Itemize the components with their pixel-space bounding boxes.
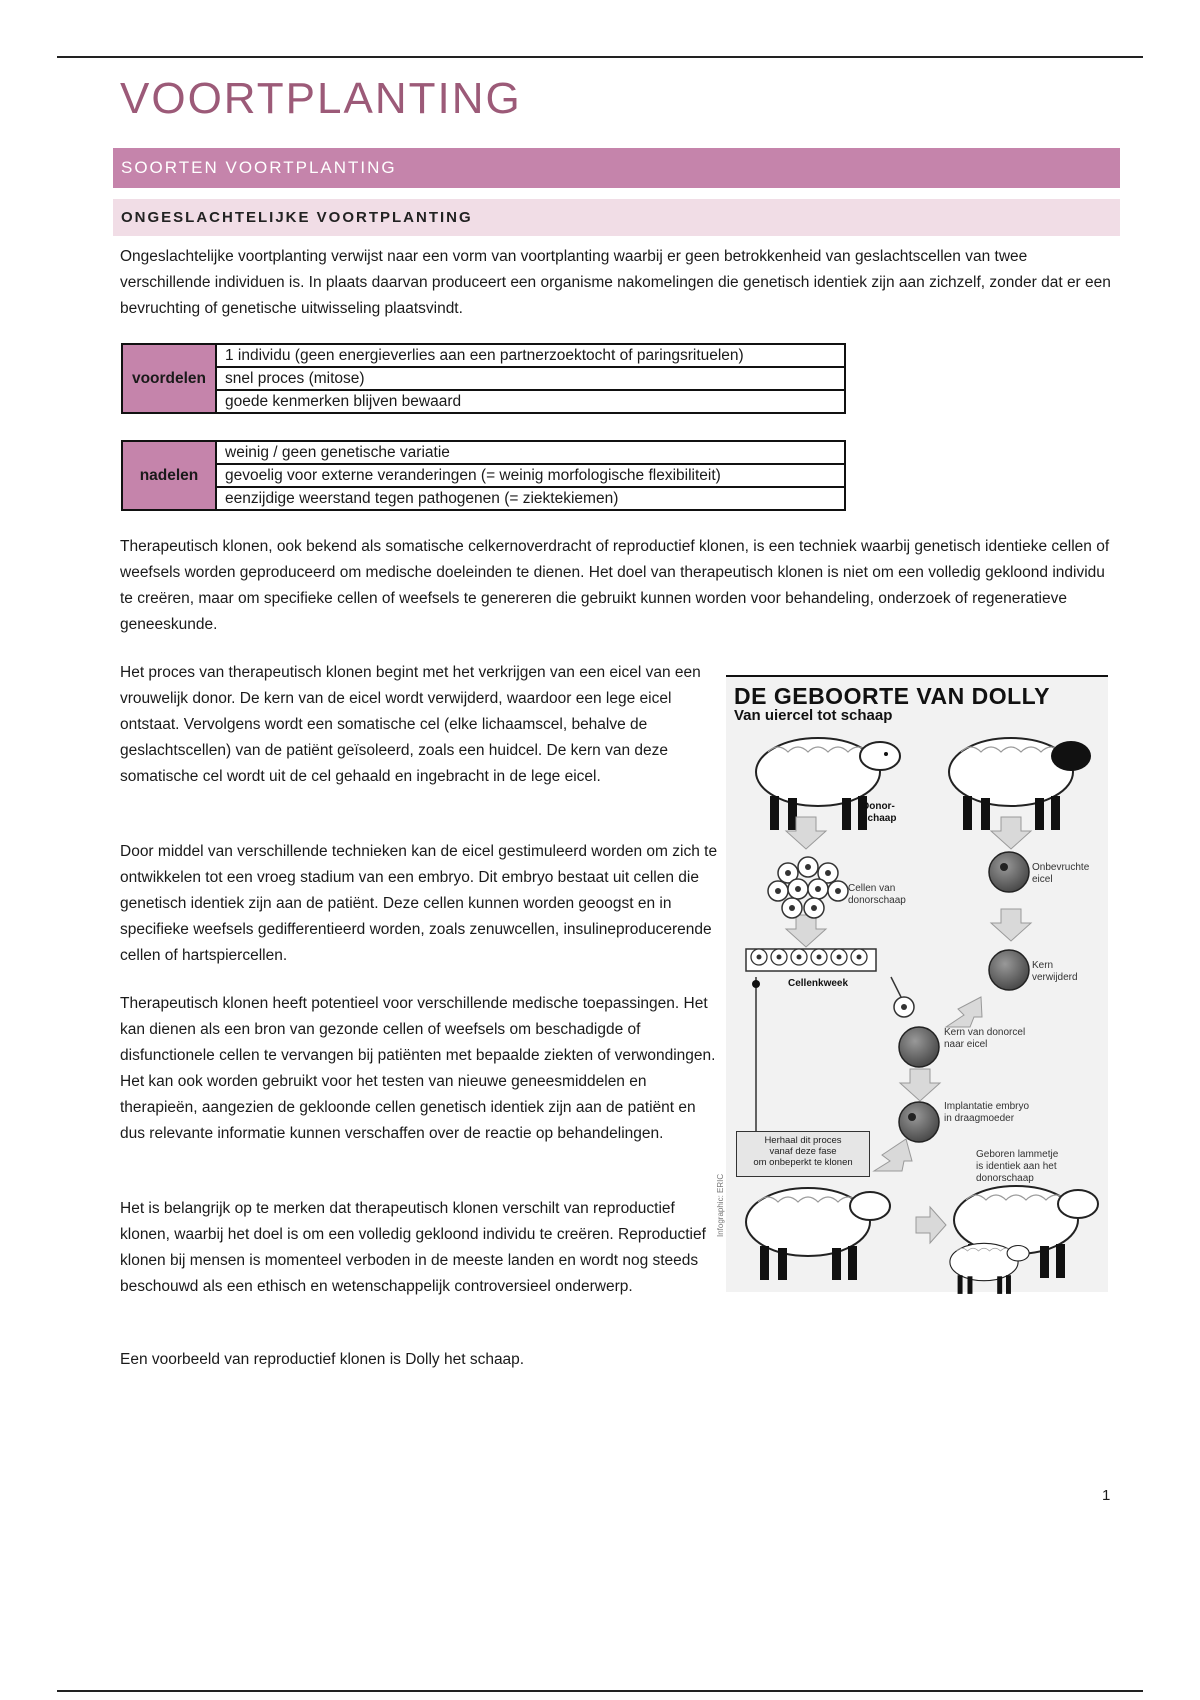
- disadvantages-table: [121, 440, 846, 511]
- advantages-label: voordelen: [122, 344, 216, 413]
- arrow-left-icon: [874, 1139, 912, 1171]
- arrow-down-icon: [786, 915, 826, 947]
- disadvantages-label: nadelen: [122, 441, 216, 510]
- disadvantage-item: weinig / geen genetische variatie: [216, 441, 845, 464]
- paragraph: Het proces van therapeutisch klonen begint met het verkrijgen van een eicel van een vrouwelijk donor. De kern van de eicel wordt verwijderd, waardoor een lege eicel ontstaat. Vervolgens wordt een somatische cel (elke lichaamscel, behalve de geslachtscellen) van de patiënt geïsoleerd, zoals een huidcel. De kern van deze somatische cel wordt uit de cel gehaald en ingebracht in de lege eicel.: [120, 664, 701, 785]
- bottom-rule: [57, 1690, 1143, 1692]
- label-donor-cells: Cellen van donorschaap: [848, 883, 906, 906]
- label-lamb-born: Geboren lammetje is identiek aan het donorschaap: [976, 1149, 1059, 1184]
- repeat-process-box: Herhaal dit proces vanaf deze fase om onbeperkt te klonen: [736, 1131, 870, 1177]
- paragraph: Een voorbeeld van reproductief klonen is Dolly het schaap.: [120, 1351, 525, 1368]
- disadvantage-item: gevoelig voor externe veranderingen (= weinig morfologische flexibiliteit): [216, 464, 845, 487]
- paragraph: Therapeutisch klonen heeft potentieel voor verschillende medische toepassingen. Het kan dienen als een bron van gezonde cellen of weefsels om beschadigde of disfunctionele cellen te vervangen bij patiënten met bepaalde ziekten of verwondingen. Het kan ook worden gebruikt voor het testen van nieuwe geneesmiddelen en therapieën, aangezien de gekloonde cellen genetisch identiek zijn aan de patiënt en dus relevante informatie kunnen verschaffen over de reactie op behandelingen.: [120, 995, 716, 1142]
- page-number: 1: [1102, 1487, 1111, 1504]
- enucleated-egg-icon: [989, 950, 1029, 990]
- advantage-item: goede kenmerken blijven bewaard: [216, 390, 845, 413]
- arrow-down-icon: [991, 817, 1031, 849]
- fused-egg-icon: [899, 1027, 939, 1067]
- disadvantage-item: eenzijdige weerstand tegen pathogenen (= ziektekiemen): [216, 487, 845, 510]
- top-rule: [57, 56, 1143, 58]
- lamb-icon: [950, 1243, 1029, 1294]
- infographic-title: DE GEBOORTE VAN DOLLY: [734, 683, 1050, 709]
- infographic-subtitle: Van uiercel tot schaap: [734, 707, 893, 724]
- label-implantation: Implantatie embryo in draagmoeder: [944, 1101, 1030, 1124]
- unfertilized-egg-icon: [989, 852, 1029, 892]
- advantages-table: [121, 343, 846, 414]
- table-row: [122, 464, 845, 487]
- paragraph: Het is belangrijk op te merken dat therapeutisch klonen verschilt van reproductief klonen, waarbij het doel is om een volledig gekloond individu te creëren. Reproductief klonen bij mensen is momenteel verboden in de meeste landen en wordt nog steeds beschouwd als een ethisch en wetenschappelijk controversieel onderwerp.: [120, 1200, 706, 1295]
- arrow-down-icon: [900, 1069, 940, 1101]
- table-row: [122, 390, 845, 413]
- surrogate-sheep-icon: [746, 1188, 890, 1280]
- advantage-item: 1 individu (geen energieverlies aan een partnerzoektocht of paringsrituelen): [216, 344, 845, 367]
- paragraph: Therapeutisch klonen, ook bekend als somatische celkernoverdracht of reproductief klonen, is een techniek waarbij genetisch identieke cellen of weefsels worden geproduceerd om medische doeleinden te dienen. Het doel van therapeutisch klonen is niet om een volledig gekloond individu te creëren, maar om specifieke cellen of weefsels te genereren die gebruikt kunnen worden voor behandeling, onderzoek of regeneratieve geneeskunde.: [120, 538, 1110, 633]
- table-row: [122, 367, 845, 390]
- arrow-right-icon: [916, 1207, 946, 1243]
- label-nucleus-removed: Kern verwijderd: [1032, 960, 1078, 983]
- label-egg: Onbevruchte eicel: [1032, 862, 1090, 885]
- table-row: [122, 344, 845, 367]
- intro-paragraph: Ongeslachtelijke voortplanting verwijst naar een vorm van voortplanting waarbij er geen betrokkenheid van geslachtscellen van twee verschillende individuen is. In plaats daarvan produceert een organisme nakomelingen die genetisch identiek zijn aan zichzelf, zonder dat er een bevruchting of genetische uitwisseling plaatsvindt.: [120, 248, 1111, 317]
- table-row: [122, 441, 845, 464]
- dolly-infographic: [716, 675, 1108, 1292]
- label-nucleus-transfer: Kern van donorcel naar eicel: [944, 1027, 1026, 1050]
- arrow-left-icon: [946, 997, 982, 1027]
- page-title: VOORTPLANTING: [120, 74, 522, 123]
- infographic-drawing: [726, 677, 1108, 1292]
- advantage-item: snel proces (mitose): [216, 367, 845, 390]
- arrow-down-icon: [991, 909, 1031, 941]
- infographic-credit: Infographic: ERIC: [716, 1173, 725, 1237]
- cell-culture-icon: [746, 949, 876, 971]
- egg-donor-sheep-icon: [949, 738, 1091, 830]
- embryo-icon: [899, 1102, 939, 1142]
- label-cell-culture: Cellenkweek: [788, 978, 849, 989]
- paragraph: Door middel van verschillende technieken kan de eicel gestimuleerd worden om zich te ontwikkelen tot een vroeg stadium van een embryo. Dit embryo bestaat uit cellen die genetisch identiek zijn aan de patiënt. Deze cellen kunnen worden geoogst en in specifieke weefsels gedifferentieerd worden, zoals zenuwcellen, insulineproducerende cellen of hartspiercellen.: [120, 843, 718, 964]
- subsection-heading: ONGESLACHTELIJKE VOORTPLANTING: [113, 199, 1120, 236]
- section-heading: SOORTEN VOORTPLANTING: [113, 148, 1120, 188]
- label-donor-sheep: Donor- schaap: [862, 801, 897, 824]
- table-row: [122, 487, 845, 510]
